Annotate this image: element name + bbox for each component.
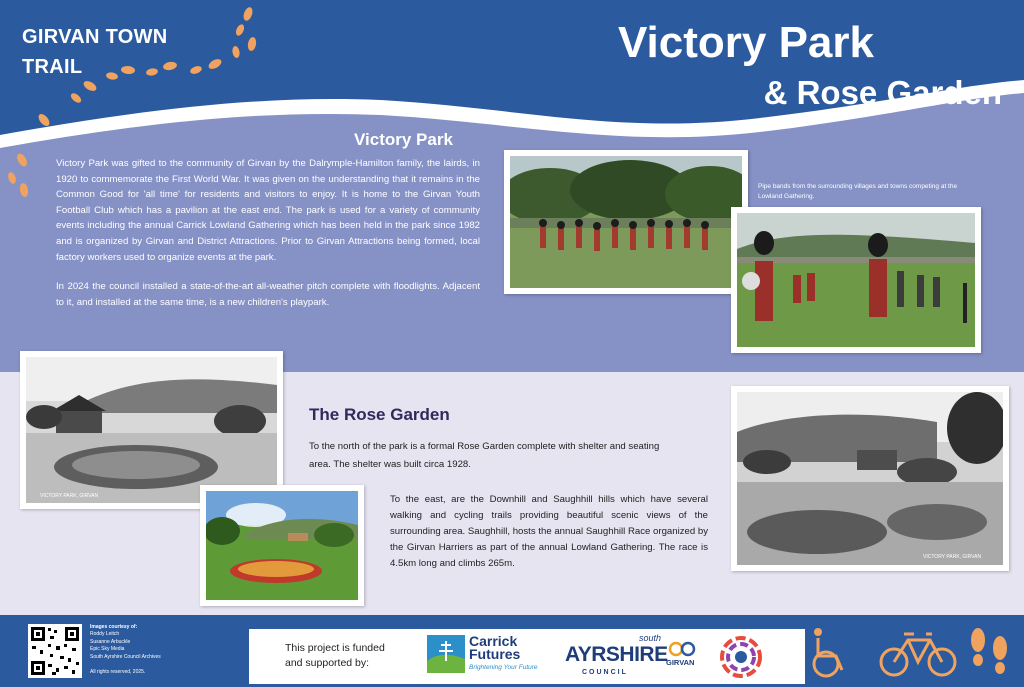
trail-line-2: TRAIL (22, 56, 83, 78)
trail-label (22, 22, 168, 82)
funding-line-2: and supported by: (285, 657, 370, 669)
victory-park-paragraph-2: In 2024 the council installed a state-of-the-art all-weather pitch complete with floodlights. Adjacent to it, and installed at the same time, is a new children's playpark. (56, 281, 480, 308)
victory-park-heading: Victory Park (354, 130, 453, 149)
credit-item: Roddy Leitch (90, 631, 120, 638)
postcard-caption-right: VICTORY PARK, GIRVAN (923, 554, 982, 560)
credits-title: Images courtesy of: (90, 624, 138, 630)
funding-text (285, 641, 385, 671)
carrick-futures-name (469, 635, 520, 661)
rose-garden-paragraph-2: To the east, are the Downhill and Saughhill hills which have several walking and cycling trails providing beautiful scenic views of the surrounding area. Saughhill, hosts the annual Saughhill Race organized by the Girvan Harriers as part of the annual Lowland Gathering. The race is 4.5km long and climbs 265m. (390, 494, 708, 569)
carrick-line-1: Carrick (469, 633, 518, 649)
page-title: Victory Park (617, 18, 874, 67)
pipe-band-photo-2 (731, 207, 981, 353)
carrick-line-2: Futures (469, 646, 521, 662)
footprints-icon (971, 628, 1007, 674)
page-subtitle: & Rose Garden (763, 74, 1002, 111)
qr-code[interactable] (28, 624, 82, 678)
girvan-logo-text: GIRVAN (666, 658, 695, 667)
image-credits (90, 624, 161, 676)
south-ayrshire-council: COUNCIL (582, 669, 628, 676)
credit-item: South Ayrshire Council Archives (90, 653, 161, 660)
girvan-logo-icon (667, 641, 697, 657)
header-banner (0, 0, 1024, 150)
funding-line-1: This project is funded (285, 642, 385, 654)
credit-item: Susanne Arbuckle (90, 638, 131, 645)
pipe-band-photo-1 (504, 150, 748, 294)
victory-park-text (56, 156, 480, 310)
carrick-tagline: Brightening Your Future (469, 664, 538, 671)
credit-item: Epic Sky Media (90, 646, 125, 653)
rose-garden-photo-colour (200, 485, 364, 606)
funding-panel (249, 629, 805, 684)
bicycle-icon (881, 634, 955, 675)
victory-park-postcard-bw (731, 386, 1009, 571)
community-ring-logo-icon (719, 635, 763, 679)
pipe-band-caption: Pipe bands from the surrounding villages and towns competing at the Lowland Gathering. (758, 183, 958, 200)
rose-garden-heading: The Rose Garden (309, 405, 450, 424)
victory-park-paragraph-1: Victory Park was gifted to the community of Girvan by the Dalrymple-Hamilton family, the lairds, in 1920 to commemorate the First World War. It was given on the understanding that it remains in the Common Good for 'all time' for residents and visitors to enjoy. It is home to the Girvan Youth Football Club which has a pavilion at the east end. The park is used for a variety of community events including the annual Carrick Lowland Gathering which has been held in the park since 1982 and is organized by Girvan and District Attractions. Prior to Girvan Attractions being formed, local factory workers used to organize events at the park. (56, 158, 480, 263)
trail-line-1: GIRVAN TOWN (22, 26, 168, 48)
south-ayrshire-name: AYRSHIRE (565, 643, 668, 666)
wheelchair-icon (814, 628, 842, 676)
footprint-left-icon (0, 150, 60, 210)
carrick-futures-logo-icon (427, 635, 465, 673)
rose-garden-paragraph-1: To the north of the park is a formal Rose Garden complete with shelter and seating area. The shelter was built circa 1928. (309, 441, 660, 470)
postcard-caption-left: VICTORY PARK, GIRVAN (40, 493, 99, 499)
south-ayrshire-south: south (639, 633, 662, 643)
trail-icons (808, 624, 1018, 682)
rights-text: All rights reserved, 2025. (90, 669, 146, 676)
